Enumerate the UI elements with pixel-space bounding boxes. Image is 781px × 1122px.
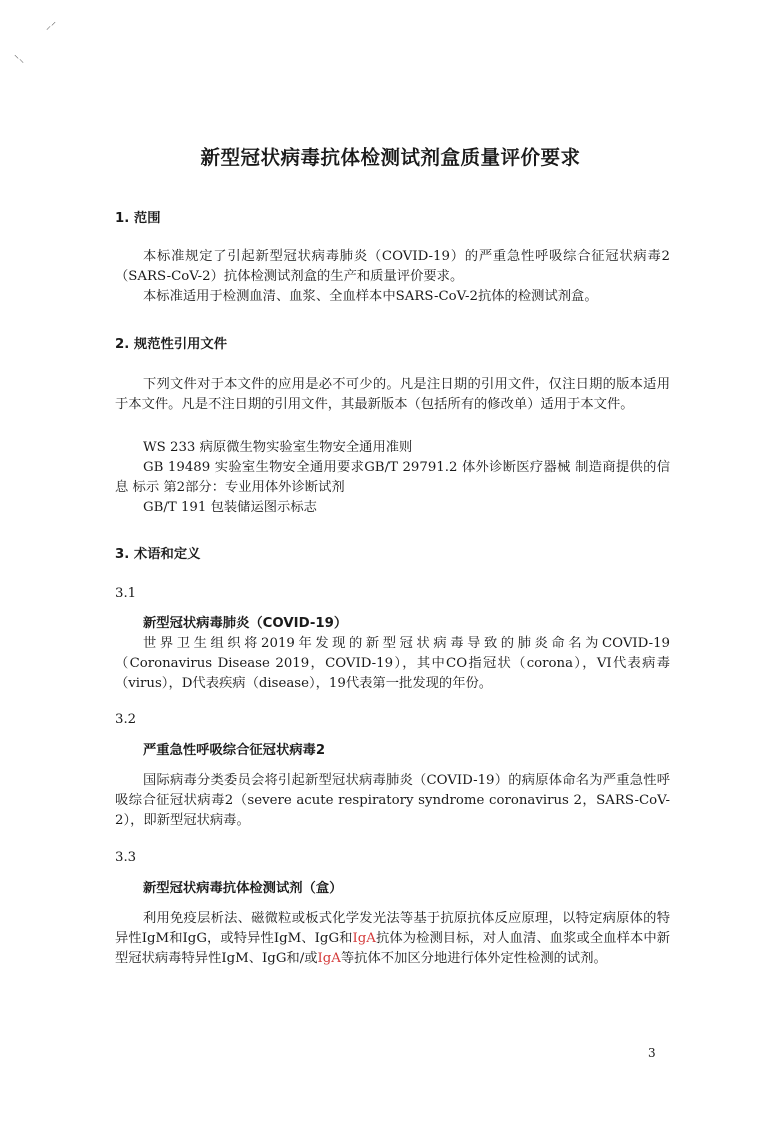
term-number: 3.1 (115, 586, 137, 601)
reference-item: GB/T 191 包装储运图示标志 (143, 500, 317, 515)
scope-paragraphs (115, 247, 670, 307)
term-title: 新型冠状病毒抗体检测试剂（盒） (143, 881, 343, 896)
term-definition (115, 909, 670, 969)
term-definition: 世界卫生组织将2019年发现的新型冠状病毒导致的肺炎命名为COVID-19（Coronavirus Disease 2019，COVID-19），其中CO指冠状（corona），VI代表病毒（virus），D代表疾病（disease），19代表第一批发现的年份。 (115, 636, 670, 691)
definition-text: 抗体为检测目标，对人血清、血浆或全血样本中新型冠状病毒特异性IgM、IgG和/或 (115, 931, 671, 966)
section-terms (115, 543, 670, 562)
term-entry-3-1 (115, 584, 670, 604)
term-entry-3-3 (115, 848, 670, 868)
term-title: 严重急性呼吸综合征冠状病毒2 (143, 743, 326, 758)
term-3-2-body (115, 741, 670, 831)
term-title: 新型冠状病毒肺炎（COVID-19） (143, 616, 348, 631)
paragraph: 本标准适用于检测血清、血浆、全血样本中SARS-CoV-2抗体的检测试剂盒。 (143, 289, 598, 304)
reference-item: WS 233 病原微生物实验室生物安全通用准则 (143, 440, 413, 455)
section-heading: 1. 范围 (115, 211, 161, 226)
highlight-iga: IgA (352, 931, 376, 946)
term-definition: 国际病毒分类委员会将引起新型冠状病毒肺炎（COVID-19）的病原体命名为严重急性呼吸综合征冠状病毒2（severe acute respiratory syndrome coronavirus 2，SARS-CoV-2），即新型冠状病毒。 (115, 773, 670, 828)
term-number: 3.2 (115, 712, 137, 727)
paragraph: 本标准规定了引起新型冠状病毒肺炎（COVID-19）的严重急性呼吸综合征冠状病毒2（SARS-CoV-2）抗体检测试剂盒的生产和质量评价要求。 (115, 249, 670, 284)
term-3-1-body (115, 614, 670, 694)
term-number: 3.3 (115, 850, 137, 865)
section-heading: 2. 规范性引用文件 (115, 337, 228, 352)
section-normative-references (115, 333, 670, 352)
scan-artifact: ⸌⸜ (14, 54, 24, 65)
reference-list (115, 438, 670, 518)
scan-artifact: ⸝⸍ (46, 21, 56, 32)
definition-text: 等抗体不加区分地进行体外定性检测的试剂。 (340, 951, 607, 966)
reference-item: GB 19489 实验室生物安全通用要求GB/T 29791.2 体外诊断医疗器械 制造商提供的信息 标示 第2部分：专业用体外诊断试剂 (115, 460, 670, 495)
paragraph: 下列文件对于本文件的应用是必不可少的。凡是注日期的引用文件，仅注日期的版本适用于本文件。凡是不注日期的引用文件，其最新版本（包括所有的修改单）适用于本文件。 (115, 377, 670, 412)
references-intro (115, 375, 670, 415)
page-number: 3 (648, 1046, 656, 1060)
section-scope (115, 207, 670, 226)
highlight-iga: IgA (317, 951, 341, 966)
definition-text: 利用免疫层析法、磁微粒或板式化学发光法等基于抗原抗体反应原理，以特定病原体的特异性IgM和IgG，或特异性IgM、IgG和 (115, 911, 670, 946)
term-3-3-body (115, 879, 670, 969)
term-entry-3-2 (115, 710, 670, 730)
section-heading: 3. 术语和定义 (115, 547, 201, 562)
page-title: 新型冠状病毒抗体检测试剂盒质量评价要求 (200, 146, 581, 169)
